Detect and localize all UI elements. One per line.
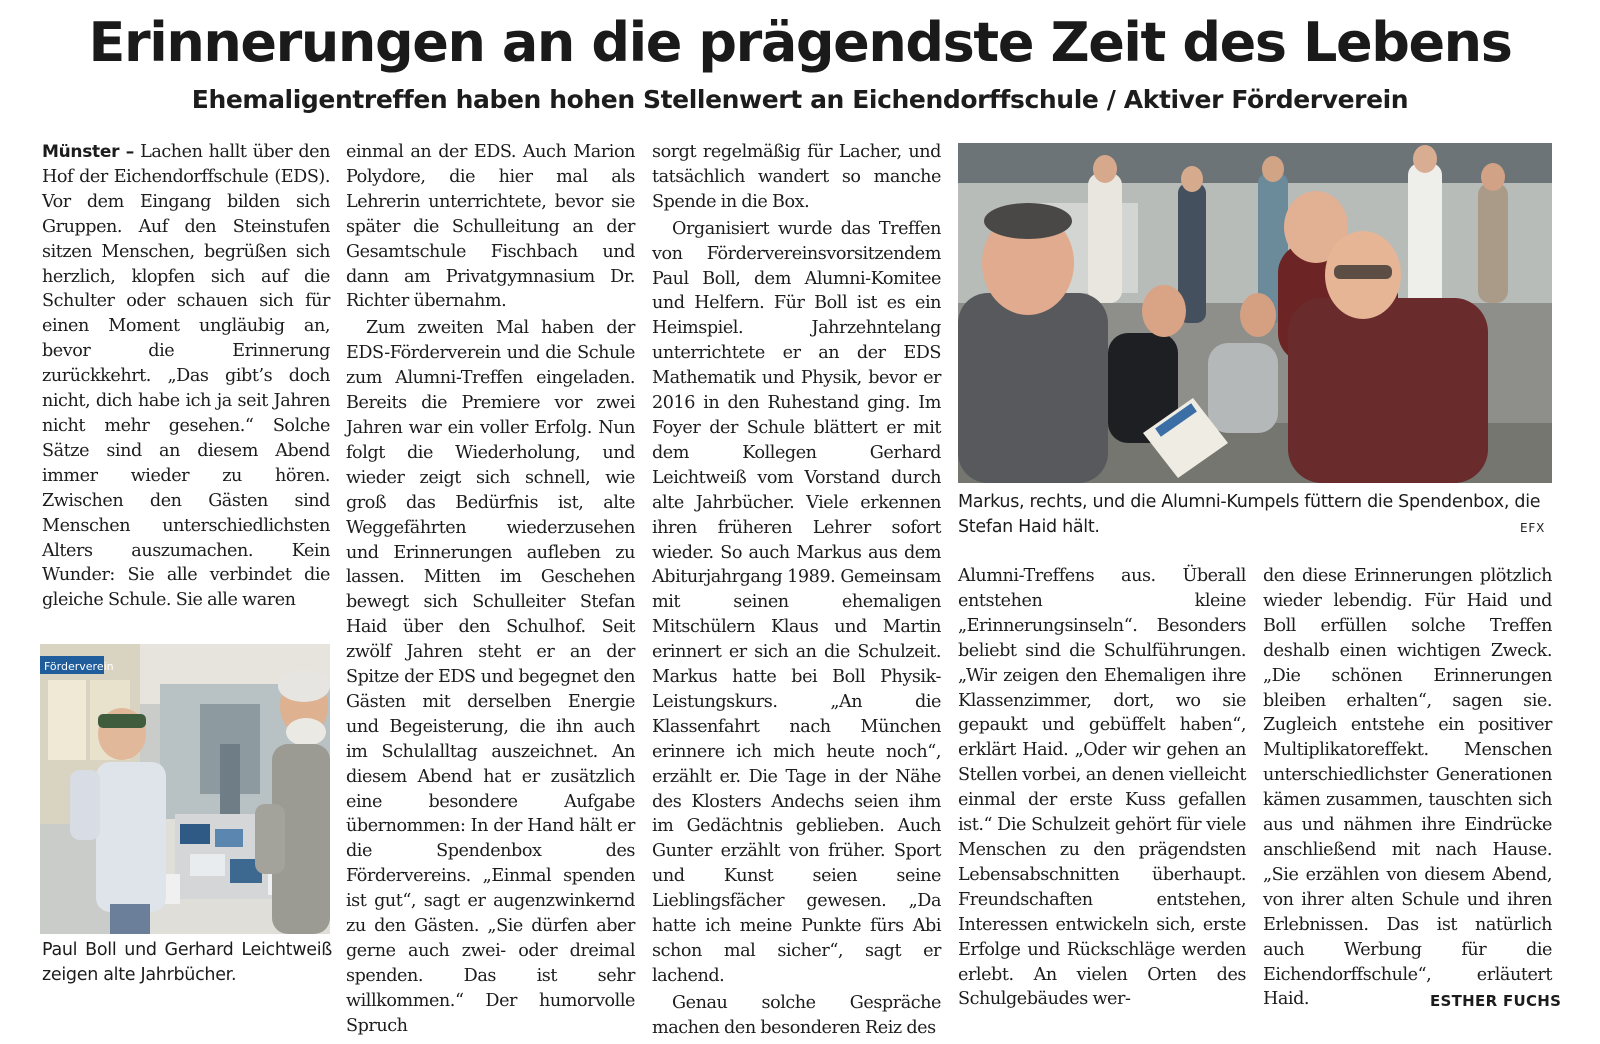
donation-box-photo — [958, 143, 1552, 483]
column-5-paragraph-1: den diese Erinnerungen plötzlich wieder lebendig. Für Haid und Boll erfüllen solche Treffen deshalb einen wichtigen Zweck. „Die schönen Erinnerungen bleiben erhalten“, sagen sie. Zugleich entstehe ein positiver Multiplikatoreffekt. Menschen unterschiedlichster Generationen kämen zusammen, tauschten sich aus und nähmen ihre Eindrücke anschließend mit nach Hause. „Sie erzählen von diesem Abend, von ihrer alten Schule und ihren Erlebnissen. Das ist natürlich auch Werbung für die Eichendorffschule“, erläutert Haid. — [1263, 566, 1552, 1010]
column-1-paragraph — [42, 140, 330, 613]
column-2-paragraph-1: einmal an der EDS. Auch Marion Polydore, die hier mal als Lehrerin unterrichtete, bevor sie später die Schulleitung an der Gesamtschule Fischbach und dann am Privatgymnasium Dr. Richter übernahm. — [346, 142, 635, 312]
article-column-1 — [42, 140, 330, 613]
article-column-4 — [958, 564, 1246, 1012]
headline: Erinnerungen an die prägendste Zeit des Lebens — [88, 11, 1512, 74]
yearbook-photo — [40, 644, 330, 934]
donation-box-photo-illustration — [958, 143, 1552, 483]
article-column-2 — [346, 140, 635, 1039]
donation-box-photo-caption: Markus, rechts, und die Alumni-Kumpels füttern die Spendenbox, die Stefan Haid hält. — [958, 492, 1541, 537]
author-byline: ESTHER FUCHS — [1430, 992, 1562, 1010]
article-column-5 — [1263, 564, 1552, 1012]
subheadline: Ehemaligentreffen haben hohen Stellenwert an Eichendorffschule / Aktiver Förderverein — [191, 85, 1409, 114]
column-3-paragraph-3: Genau solche Gespräche machen den besonderen Reiz des — [652, 992, 941, 1038]
yearbook-photo-illustration — [40, 644, 330, 934]
yearbook-photo-caption: Paul Boll und Gerhard Leichtweiß zeigen alte Jahrbücher. — [42, 940, 332, 985]
column-2-paragraph-2: Zum zweiten Mal haben der EDS-Förderverein und die Schule zum Alumni-Treffen eingeladen. Bereits die Premiere vor zwei Jahren war ein voller Erfolg. Nun folgt die Wiederholung, und wieder zeigt sich schnell, wie groß das Bedürfnis ist, alte Weggefährten wiederzusehen und Erinnerungen aufleben zu lassen. Mitten im Geschehen bewegt sich Schulleiter Stefan Haid über den Schulhof. Seit zwölf Jahren steht er an der Spitze der EDS und begegnet den Gästen mit derselben Energie und Begeisterung, die ihn auch im Schulalltag auszeichnet. An diesem Abend hat er zusätzlich eine besondere Aufgabe übernommen: In der Hand hält er die Spendenbox des Fördervereins. „Einmal spenden ist gut“, sagt er augenzwinkernd zu den Gästen. „Sie dürfen aber gerne auch zwei- oder dreimal spenden. Das ist sehr willkommen.“ Der humorvolle Spruch — [346, 318, 635, 1036]
foerderverein-sign-text: Förderverein — [44, 660, 114, 673]
column-1-text: Lachen hallt über den Hof der Eichendorffschule (EDS). Vor dem Eingang bilden sich Gruppen. Auf den Steinstufen sitzen Menschen, begrüßen sich herzlich, klopfen sich auf die Schulter oder schauen sich für einen Moment ungläubig an, bevor die Erinnerung zurückkehrt. „Das gibt’s doch nicht, dich habe ich ja seit Jahren nicht mehr gesehen.“ Solche Sätze sind an diesem Abend immer wieder zu hören. Zwischen den Gästen sind Menschen unterschiedlichsten Alters auszumachen. Kein Wunder: Sie alle verbindet die gleiche Schule. Sie alle waren — [42, 142, 331, 611]
photo-credit: EFX — [1520, 521, 1546, 535]
column-4-paragraph-1: Alumni-Treffens aus. Überall entstehen kleine „Erinnerungsinseln“. Besonders beliebt sind die Schulführungen. „Wir zeigen den Ehemaligen ihre Klassenzimmer, dort, wo sie gepaukt und gebüffelt haben“, erklärt Haid. „Oder wir gehen an Stellen vorbei, an denen vielleicht einmal der erste Kuss gefallen ist.“ Die Schulzeit gehört für viele Menschen zu den prägendsten Lebensabschnitten überhaupt. Freundschaften entstehen, Interessen entwickeln sich, erste Erfolge und Rückschläge werden erlebt. An vielen Orten des Schulgebäudes wer- — [958, 566, 1246, 1010]
dateline: Münster – — [42, 142, 134, 162]
column-3-paragraph-1: sorgt regelmäßig für Lacher, und tatsächlich wandert so manche Spende in die Box. — [652, 142, 941, 212]
article-column-3 — [652, 140, 941, 1041]
column-3-paragraph-2: Organisiert wurde das Treffen von Fördervereinsvorsitzendem Paul Boll, dem Alumni-Komitee und Helfern. Für Boll ist es ein Heimspiel. Jahrzehntelang unterrichtete er an der EDS Mathematik und Physik, bevor er 2016 in den Ruhestand ging. Im Foyer der Schule blättert er mit dem Kollegen Gerhard Leichtweiß vom Vorstand durch alte Jahrbücher. Viele erkennen ihren früheren Lehrer sofort wieder. So auch Markus aus dem Abiturjahrgang 1989. Gemeinsam mit seinen ehemaligen Mitschülern Klaus und Martin erinnert er sich an die Schulzeit. Markus hatte bei Boll Physik-Leistungskurs. „An die Klassenfahrt nach München erinnere ich mich heute noch“, erzählt er. Die Tage in der Nähe des Klosters Andechs seien ihm im Gedächtnis geblieben. Auch Gunter erzählt von früher. Sport und Kunst seien seine Lieblingsfächer gewesen. „Da hatte ich meine Punkte fürs Abi schon mal sicher“, sagt er lachend. — [652, 218, 941, 986]
